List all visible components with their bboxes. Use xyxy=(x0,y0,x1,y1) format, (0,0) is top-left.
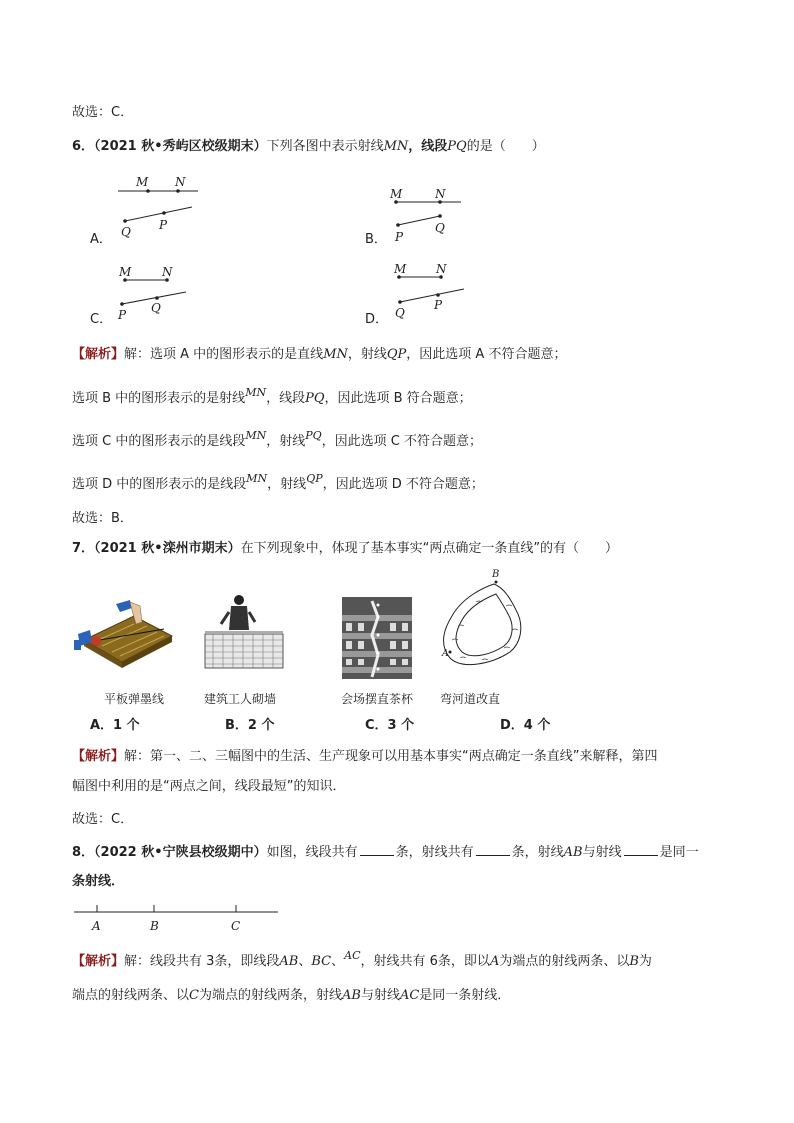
label-p: P xyxy=(159,218,168,232)
q7-analysis-line-1: 【解析】解：第一、二、三幅图中的生活、生产现象可以用基本事实“两点确定一条直线”来解释，第四 xyxy=(72,749,658,764)
q6-analysis-line-4: 选项 D 中的图形表示的是线段$^{MN}$，射线$^{QP}$，因此选项 D 不符合题意； xyxy=(72,472,484,492)
hand-sleeve xyxy=(116,600,132,612)
q6-number: 6． xyxy=(72,139,95,154)
q7-caption-3: 会场摆直茶杯 xyxy=(341,692,414,706)
point-m xyxy=(146,189,150,193)
river-outer-bank xyxy=(443,584,520,665)
q6-option-b-figure xyxy=(386,184,466,244)
q7-picture-board-ink-line xyxy=(72,596,177,668)
q6-option-c-figure xyxy=(112,262,192,322)
q6-option-d-figure xyxy=(388,258,473,323)
label-m: M xyxy=(136,175,149,189)
label-p: P xyxy=(434,298,443,312)
q7-option-d: D．4 个 xyxy=(500,718,551,733)
q7-picture-river xyxy=(432,566,528,676)
q8-analysis-line-1: 【解析】解：线段共有 3条，即线段AB、BC、$^{AC}$，射线共有 6条，即以A为端点的射线两条、以B为 xyxy=(72,949,652,969)
q7-option-c: C．3 个 xyxy=(365,718,415,733)
label-q: Q xyxy=(395,306,405,320)
label-m: M xyxy=(119,265,132,279)
label-m: M xyxy=(390,187,403,201)
blank-ray-count[interactable] xyxy=(476,843,510,856)
point-b xyxy=(495,581,498,584)
river-inner-bank xyxy=(456,594,512,656)
point-a xyxy=(449,651,452,654)
label-a: A xyxy=(442,649,449,659)
segment-pq xyxy=(398,216,440,225)
point-n xyxy=(176,189,180,193)
label-q: Q xyxy=(121,225,131,239)
label-a: A xyxy=(92,919,101,933)
q6-analysis-line-2: 选项 B 中的图形表示的是射线$^{MN}$，线段PQ，因此选项 B 符合题意； xyxy=(72,386,472,406)
q7-option-b: B．2 个 xyxy=(225,718,275,733)
ray-qp xyxy=(400,289,464,302)
label-q: Q xyxy=(435,221,445,235)
q6-source: （2021 秋•秀屿区校级期末） xyxy=(94,139,267,154)
q5-answer: 故选：C． xyxy=(72,105,134,120)
blank-segment-count[interactable] xyxy=(360,843,394,856)
q6-analysis-line-1: 【解析】解：选项 A 中的图形表示的是直线MN，射线QP，因此选项 A 不符合题意； xyxy=(72,347,567,362)
label-q: Q xyxy=(151,301,161,315)
point-p xyxy=(396,223,400,227)
q8-analysis-line-2: 端点的射线两条、以C为端点的射线两条，射线AB与射线AC是同一条射线． xyxy=(72,988,511,1003)
q6-option-a-figure xyxy=(112,172,202,242)
river-waves xyxy=(452,601,518,660)
q7-stem: 7．（2021 秋•滦州市期末）在下列现象中，体现了基本事实“两点确定一条直线”的有（ ） xyxy=(72,541,619,556)
q6-option-b-label: B． xyxy=(365,232,387,247)
worker-body xyxy=(229,606,249,630)
q7-answer: 故选：C． xyxy=(72,812,134,827)
label-b: B xyxy=(492,569,500,580)
ink-box xyxy=(91,636,101,646)
q6-stem-c: 的是（ ） xyxy=(466,139,545,154)
label-p: P xyxy=(118,308,127,322)
blank-same-ray[interactable] xyxy=(624,843,658,856)
left-hand xyxy=(74,640,81,650)
label-b: B xyxy=(150,919,159,933)
q6-stem-a: 下列各图中表示射线 xyxy=(266,139,384,154)
q6-option-d-label: D． xyxy=(365,312,389,327)
q7-caption-2: 建筑工人砌墙 xyxy=(204,692,277,706)
q6-ray: MN xyxy=(383,139,409,154)
q7-analysis-line-2: 幅图中利用的是“两点之间，线段最短”的知识． xyxy=(72,779,346,794)
point-q xyxy=(398,300,402,304)
point-q xyxy=(123,219,127,223)
label-n: N xyxy=(162,265,173,279)
label-c: C xyxy=(231,919,241,933)
label-m: M xyxy=(394,262,407,276)
q6-option-c-label: C． xyxy=(90,312,113,327)
point-p xyxy=(162,211,166,215)
q6-seg: PQ xyxy=(447,139,467,154)
q7-picture-worker-wall xyxy=(203,590,285,670)
point-q xyxy=(438,214,442,218)
label-n: N xyxy=(435,187,446,201)
q8-line-figure xyxy=(68,900,283,936)
q6-option-a-label: A． xyxy=(90,232,112,247)
analysis-tag: 【解析】 xyxy=(72,347,125,362)
label-n: N xyxy=(175,175,186,189)
q7-picture-meeting-cups xyxy=(342,597,412,679)
worker-head xyxy=(234,595,244,605)
brick-wall xyxy=(205,634,283,668)
point-p xyxy=(120,302,124,306)
q6-answer: 故选：B． xyxy=(72,511,133,526)
point-p xyxy=(436,293,440,297)
label-p: P xyxy=(395,230,404,244)
q8-stem-line-2: 条射线． xyxy=(72,874,125,889)
q7-caption-4: 弯河道改直 xyxy=(440,692,501,706)
q6-stem xyxy=(72,138,545,156)
q7-option-a: A．1 个 xyxy=(90,718,140,733)
q7-caption-1: 平板弹墨线 xyxy=(104,692,165,706)
label-n: N xyxy=(436,262,447,276)
q8-stem-line-1: 8．（2022 秋•宁陕县校级期中）如图，线段共有 条，射线共有 条，射线AB与射线 是同一 xyxy=(72,845,699,860)
q6-stem-b: ，线段 xyxy=(408,139,448,154)
point-q xyxy=(155,296,159,300)
q6-analysis-line-3: 选项 C 中的图形表示的是线段$^{MN}$，射线$^{PQ}$，因此选项 C 不符合题意； xyxy=(72,429,483,449)
